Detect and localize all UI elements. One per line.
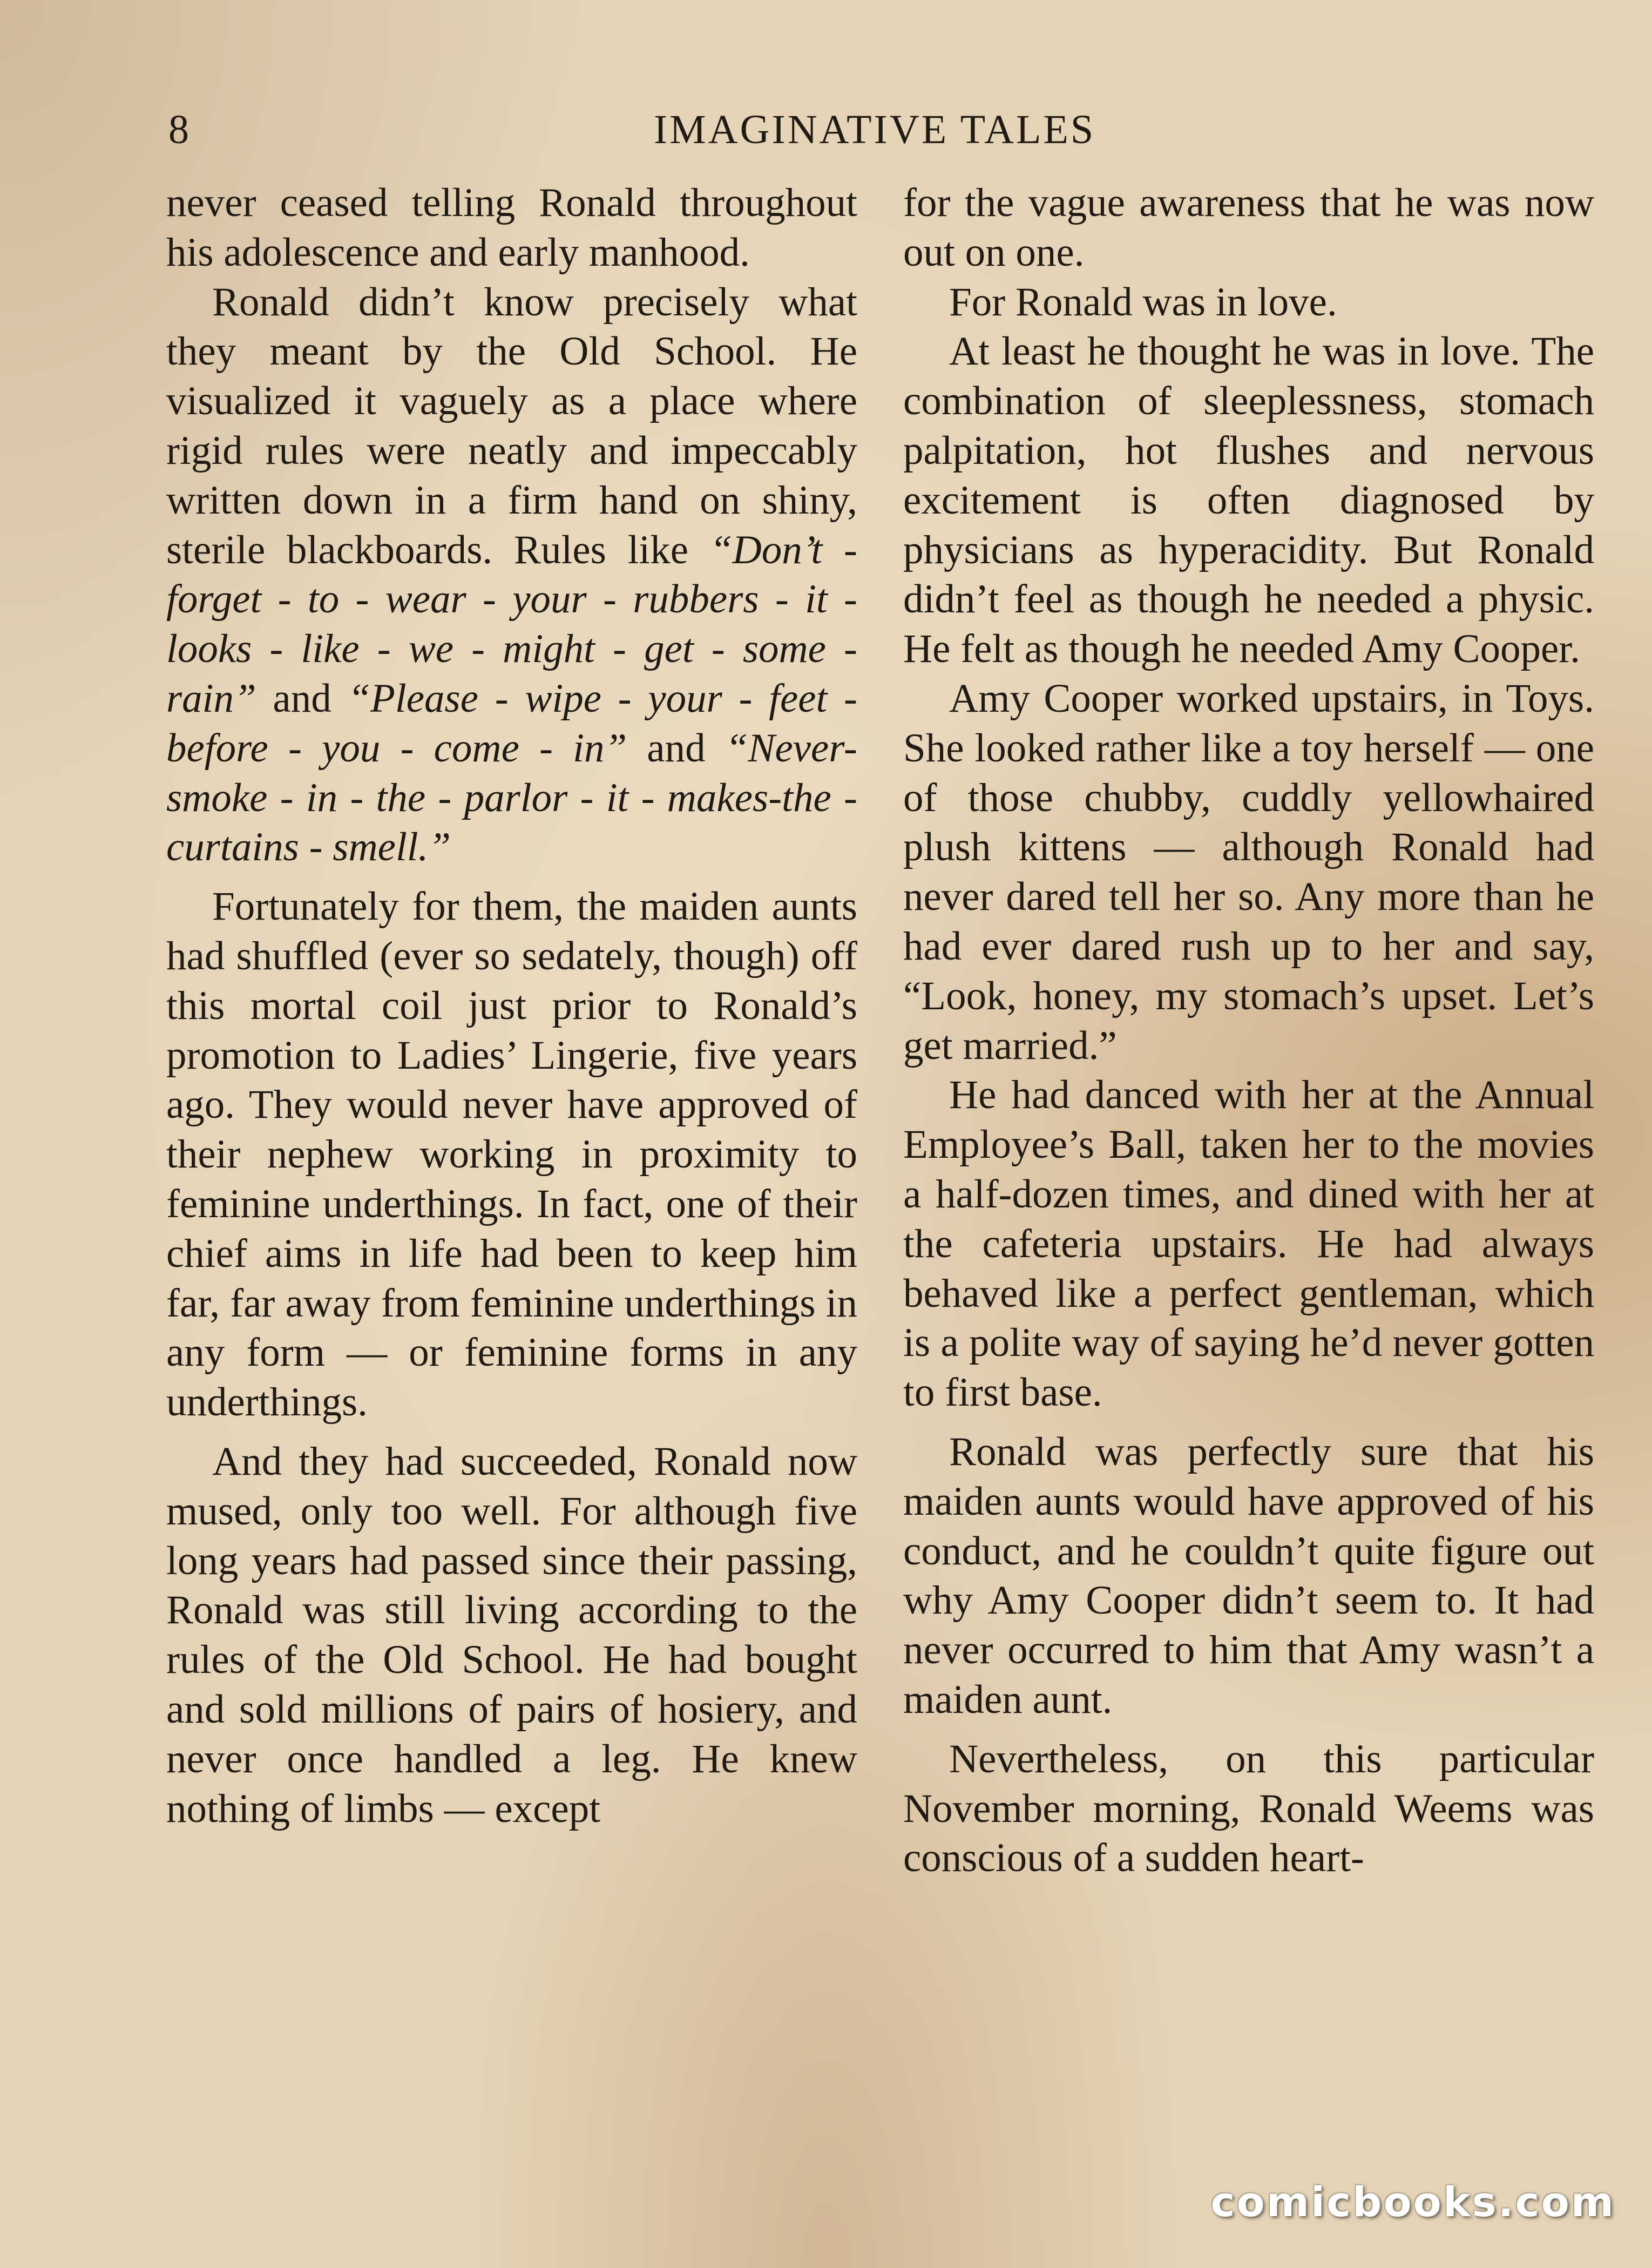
right-column: [903, 178, 1594, 1883]
italic-rule: “Please - wipe - your - feet - before - you - come - in”: [166, 676, 857, 771]
paragraph-text: Ronald didn’t know precisely what they meant by the Old School. He visualized it vaguely as a place where rigid rules were neatly and impeccably written down in a firm hand on shiny, sterile blackboards. Rules like: [166, 279, 857, 572]
page-number: 8: [168, 107, 189, 152]
running-head: [162, 100, 1587, 159]
paragraph: He had danced with her at the Annual Employee’s Ball, taken her to the movies a half-dozen times, and dined with her at the cafeteria upstairs. He had always behaved like a perfect gentleman, which is a polite way of saying he’d never gotten to first base.: [903, 1072, 1594, 1415]
paragraph: Nevertheless, on this particular November morning, Ronald Weems was conscious of a sudden heart-: [903, 1736, 1594, 1881]
paragraph: At least he thought he was in love. The combination of sleeplessness, stomach palpitation, hot flushes and nervous excitement is often diagnosed by physicians as hyperacidity. But Ronald didn’t feel as though he needed a physic. He felt as though he needed Amy Cooper.: [903, 329, 1594, 672]
paragraph: for the vague awareness that he was now out on one.: [903, 180, 1594, 275]
italic-rule: “Never-smoke - in - the - parlor - it - makes-the - curtains - smell.”: [166, 725, 857, 870]
paragraph: never ceased telling Ronald throughout his adolescence and early manhood.: [166, 180, 857, 275]
paragraph: Fortunately for them, the maiden aunts had shuffled (ever so sedately, though) off this mortal coil just prior to Ronald’s promotion to Ladies’ Lingerie, five years ago. They would never have approved of their nephew working in proximity to feminine underthings. In fact, one of their chief aims in life had been to keep him far, far away from feminine underthings in any form — or feminine forms in any underthings.: [166, 884, 857, 1425]
left-column: [166, 178, 857, 1833]
magazine-title: IMAGINATIVE TALES: [653, 107, 1096, 152]
italic-rule: “Don’t - forget - to - wear - your - rubbers - it - looks - like - we - might - get - some - rain”: [166, 527, 858, 721]
paragraph: For Ronald was in love.: [949, 279, 1337, 325]
paragraph-rules: [166, 278, 857, 873]
paragraph: Amy Cooper worked upstairs, in Toys. She looked rather like a toy herself — one of those chubby, cuddly yellowhaired plush kittens — although Ronald had never dared tell her so. Any more than he had ever dared rush up to her and say, “Look, honey, my stomach’s upset. Let’s get married.”: [903, 676, 1594, 1068]
paragraph: And they had succeeded, Ronald now mused, only too well. For although five long years had passed since their passing, Ronald was still living according to the rules of the Old School. He had bought and sold millions of pairs of hosiery, and never once handled a leg. He knew nothing of limbs — except: [166, 1439, 857, 1831]
conjunction: and: [273, 676, 331, 721]
conjunction: and: [647, 725, 706, 771]
watermark: comicbooks.com: [1210, 2178, 1615, 2226]
paragraph: Ronald was perfectly sure that his maiden aunts would have approved of his conduct, and he couldn’t quite figure out why Amy Cooper didn’t seem to. It had never occurred to him that Amy wasn’t a maiden aunt.: [903, 1429, 1594, 1722]
